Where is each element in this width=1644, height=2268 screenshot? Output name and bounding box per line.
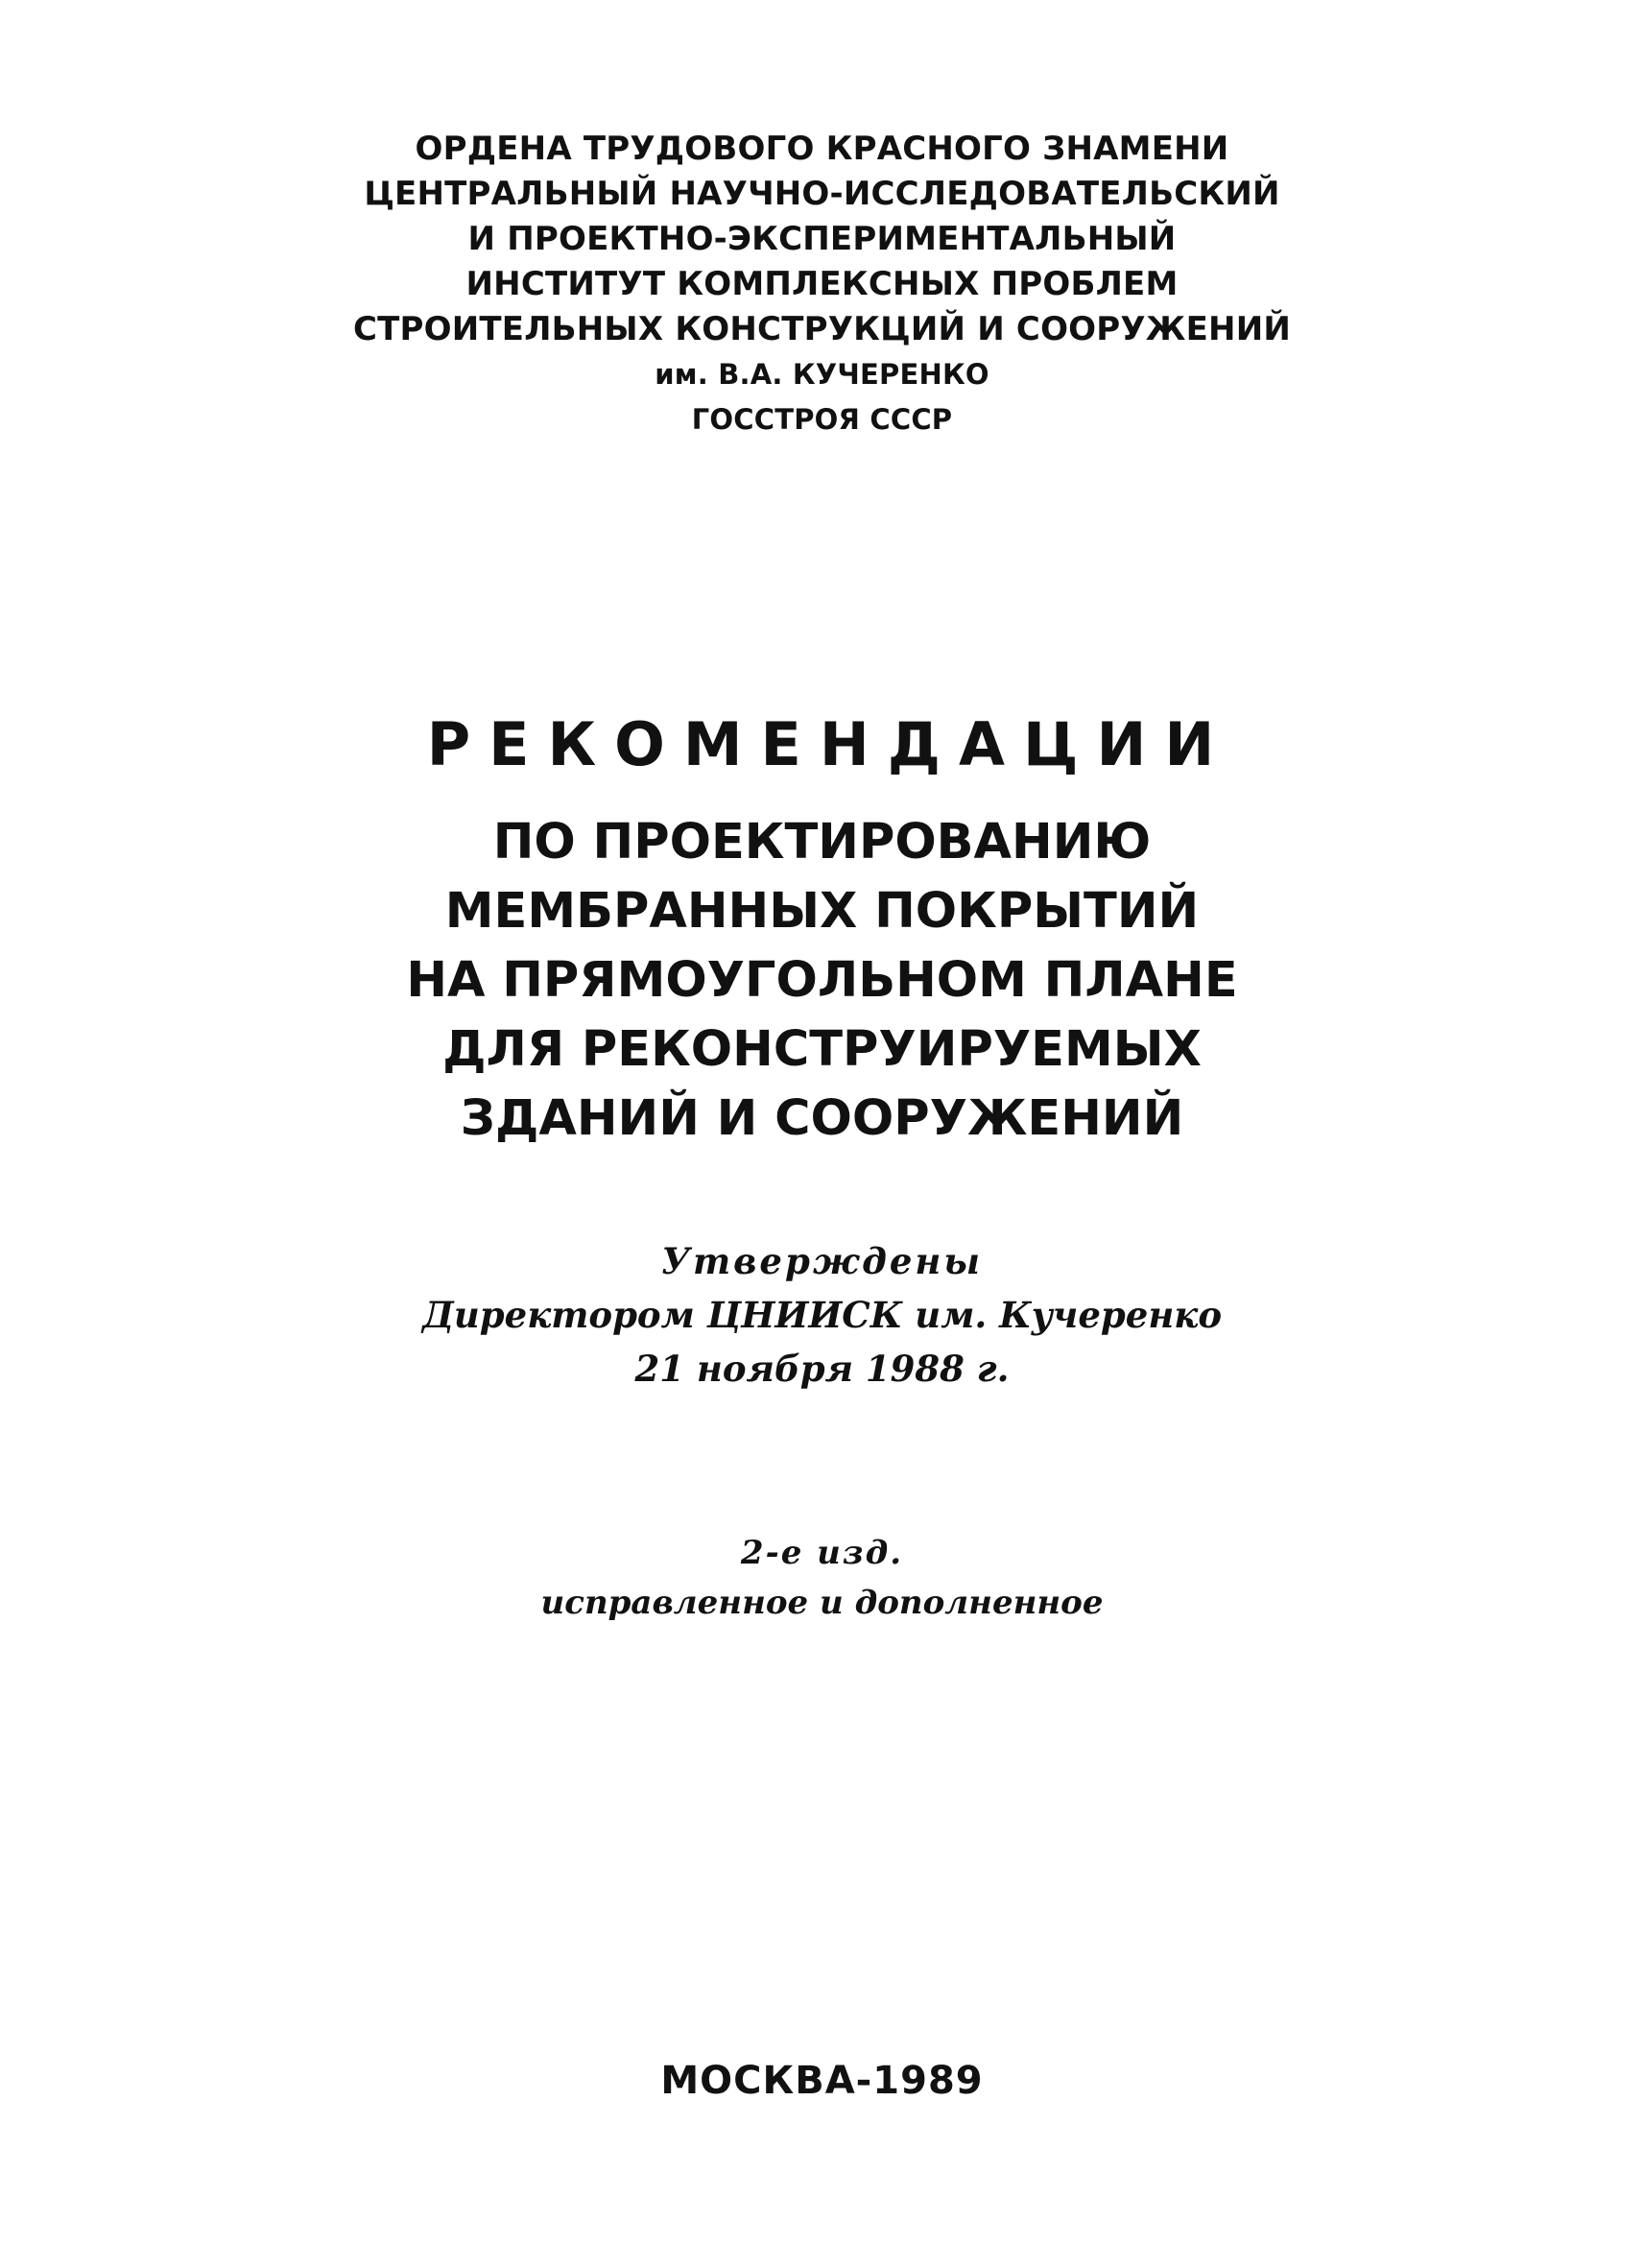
organization-line-4: ИНСТИТУТ КОМПЛЕКСНЫХ ПРОБЛЕМ (465, 265, 1179, 303)
subtitle-line-1: ПО ПРОЕКТИРОВАНИЮ (492, 814, 1152, 871)
publication-place-year: МОСКВА-1989 (660, 2059, 984, 2103)
subtitle-line-2: МЕМБРАННЫХ ПОКРЫТИЙ (444, 883, 1200, 940)
organization-header (0, 127, 1644, 442)
document-title: РЕКОМЕНДАЦИИ (426, 709, 1233, 779)
organization-line-6: им. В.А. КУЧЕРЕНКО (655, 358, 989, 391)
document-subtitle (0, 808, 1644, 1154)
subtitle-line-4: ДЛЯ РЕКОНСТРУИРУЕМЫХ (442, 1021, 1202, 1078)
subtitle-line-5: ЗДАНИЙ И СООРУЖЕНИЙ (460, 1090, 1184, 1147)
subtitle-line-3: НА ПРЯМОУГОЛЬНОМ ПЛАНЕ (406, 952, 1238, 1009)
organization-line-2: ЦЕНТРАЛЬНЫЙ НАУЧНО-ИССЛЕДОВАТЕЛЬСКИЙ (364, 175, 1280, 213)
approval-by: Директором ЦНИИСК им. Кучеренко (421, 1294, 1223, 1336)
approval-block (0, 1234, 1644, 1396)
edition-block (0, 1528, 1644, 1628)
organization-line-3: И ПРОЕКТНО-ЭКСПЕРИМЕНТАЛЬНЫЙ (467, 220, 1177, 258)
edition-number: 2-е изд. (740, 1534, 904, 1572)
approval-label: Утверждены (660, 1240, 984, 1282)
approval-date: 21 ноября 1988 г. (634, 1348, 1010, 1390)
organization-line-1: ОРДЕНА ТРУДОВОГО КРАСНОГО ЗНАМЕНИ (415, 130, 1229, 168)
organization-line-5: СТРОИТЕЛЬНЫХ КОНСТРУКЦИЙ И СООРУЖЕНИЙ (352, 310, 1292, 348)
organization-line-7: ГОССТРОЯ СССР (691, 403, 953, 436)
edition-note: исправленное и дополненное (540, 1584, 1104, 1622)
